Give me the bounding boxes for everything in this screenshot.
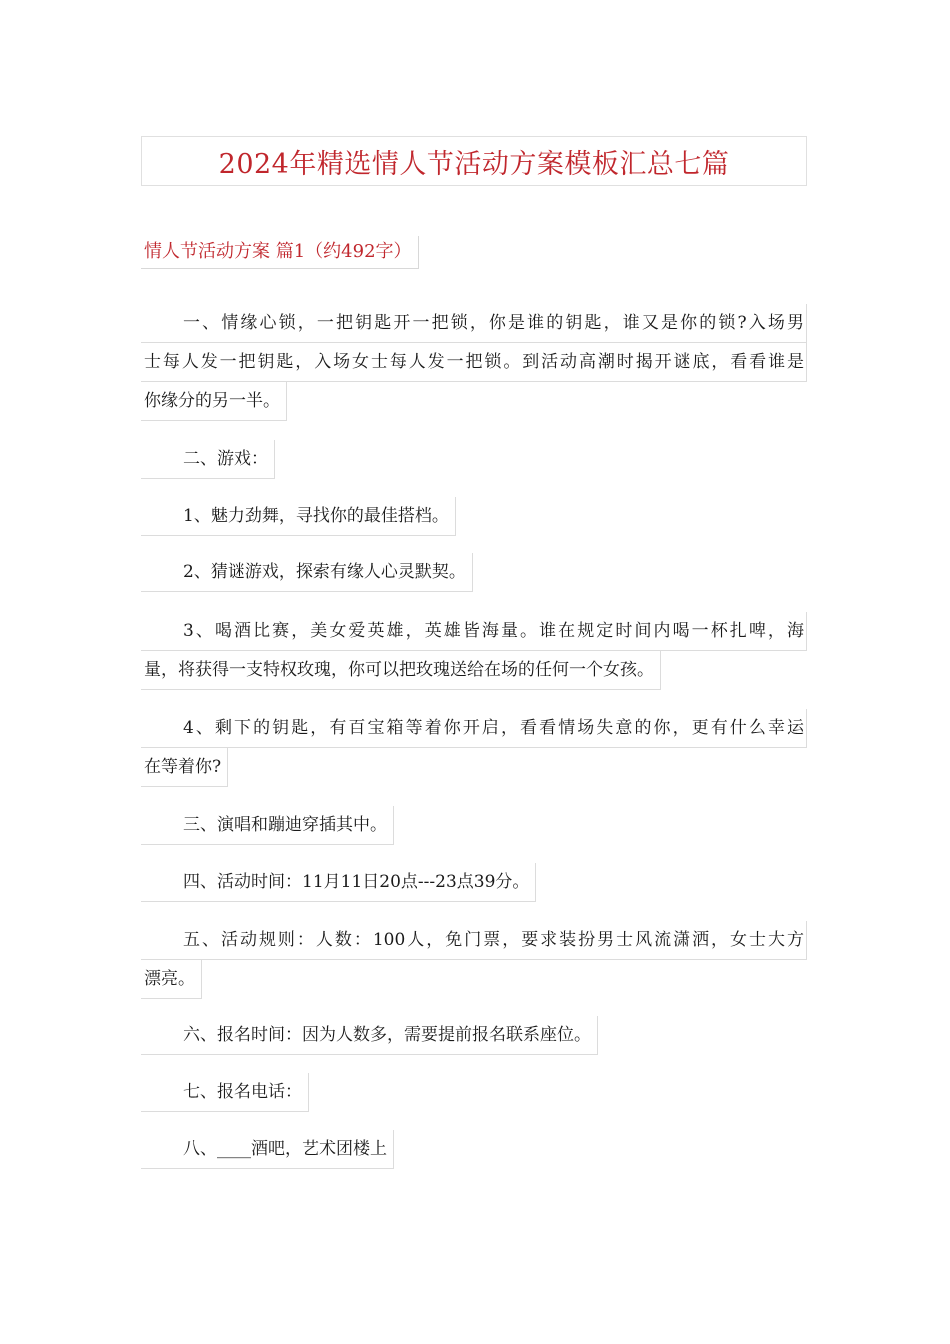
paragraph-2 bbox=[141, 440, 807, 479]
paragraph-5 bbox=[141, 612, 807, 690]
paragraph-3 bbox=[141, 497, 807, 536]
document-title: 2024年精选情人节活动方案模板汇总七篇 bbox=[218, 148, 730, 180]
paragraph-11 bbox=[141, 1073, 807, 1112]
paragraph-line: 八、____酒吧，艺术团楼上 bbox=[141, 1130, 394, 1169]
paragraph-line: 六、报名时间：因为人数多，需要提前报名联系座位。 bbox=[141, 1016, 598, 1055]
paragraph-line: 2、猜谜游戏，探索有缘人心灵默契。 bbox=[141, 553, 473, 592]
section-heading: 情人节活动方案 篇1（约492字） bbox=[141, 236, 419, 269]
paragraph-line: 3、喝酒比赛，美女爱英雄，英雄皆海量。谁在规定时间内喝一杯扎啤，海 bbox=[141, 612, 807, 651]
paragraph-1 bbox=[141, 304, 807, 421]
title-box bbox=[141, 136, 807, 186]
paragraph-8 bbox=[141, 863, 807, 902]
paragraph-12 bbox=[141, 1130, 807, 1169]
paragraph-line: 你缘分的另一半。 bbox=[141, 382, 287, 421]
paragraph-line: 在等着你? bbox=[141, 748, 228, 787]
paragraph-line: 三、演唱和蹦迪穿插其中。 bbox=[141, 806, 394, 845]
paragraph-7 bbox=[141, 806, 807, 845]
paragraph-line: 4、剩下的钥匙，有百宝箱等着你开启，看看情场失意的你，更有什么幸运 bbox=[141, 709, 807, 748]
paragraph-line: 量，将获得一支特权玫瑰，你可以把玫瑰送给在场的任何一个女孩。 bbox=[141, 651, 661, 690]
paragraph-line: 五、活动规则：人数：100人，免门票，要求装扮男士风流潇洒，女士大方 bbox=[141, 921, 807, 960]
paragraph-line: 1、魅力劲舞，寻找你的最佳搭档。 bbox=[141, 497, 456, 536]
paragraph-4 bbox=[141, 553, 807, 592]
paragraph-line: 士每人发一把钥匙，入场女士每人发一把锁。到活动高潮时揭开谜底，看看谁是 bbox=[141, 343, 807, 382]
paragraph-line: 四、活动时间：11月11日20点---23点39分。 bbox=[141, 863, 536, 902]
paragraph-10 bbox=[141, 1016, 807, 1055]
paragraph-line: 七、报名电话： bbox=[141, 1073, 309, 1112]
paragraph-line: 一、情缘心锁，一把钥匙开一把锁，你是谁的钥匙，谁又是你的锁?入场男 bbox=[141, 304, 807, 343]
paragraph-9 bbox=[141, 921, 807, 999]
paragraph-6 bbox=[141, 709, 807, 787]
paragraph-line: 二、游戏： bbox=[141, 440, 275, 479]
paragraph-line: 漂亮。 bbox=[141, 960, 202, 999]
